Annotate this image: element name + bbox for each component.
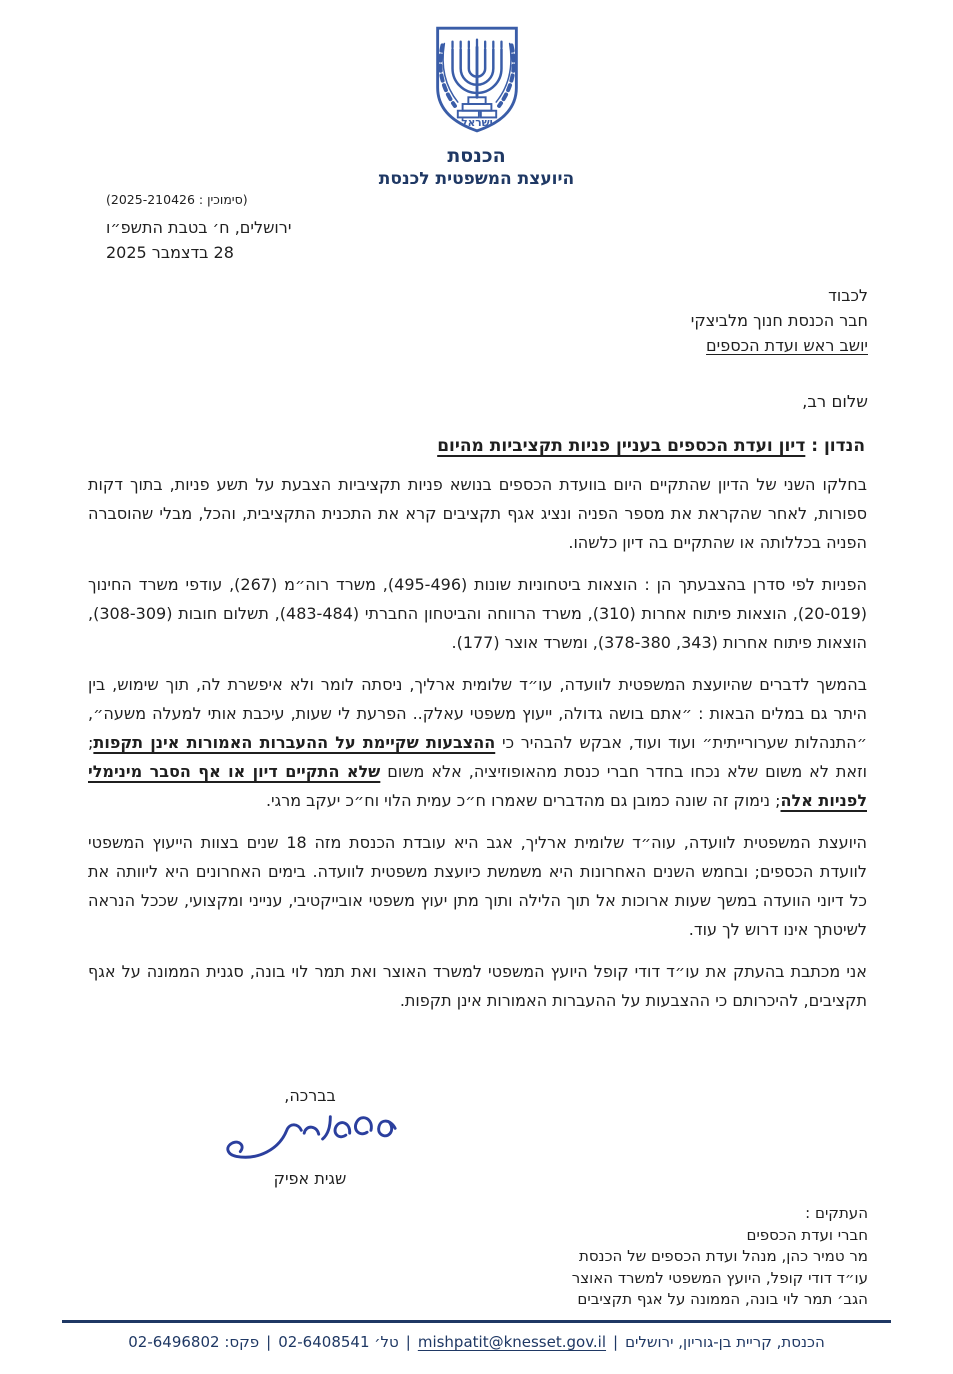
copies-item: חברי ועדת הכספים <box>746 1225 868 1244</box>
footer-separator: | <box>613 1333 619 1351</box>
footer <box>0 1333 953 1351</box>
copies-item: מר טמיר כהן, מנהל ועדת הכספים של הכנסת <box>578 1247 868 1265</box>
org-title: הכנסת <box>447 145 506 167</box>
department-title: היועצת המשפטית לכנסת <box>378 169 575 189</box>
footer-phone: טל׳ 02-6408541 <box>278 1333 399 1351</box>
copies-title: העתקים : <box>805 1204 868 1222</box>
handwritten-signature-image <box>215 1109 405 1169</box>
body-paragraph-5: אני מכתבת בהעתק את עו״ד דודי קופל היועץ המשפטי למשרד האוצר ואת תמר לוי בונה, סגנית הממונה על אגף תקציבים, להיכרותם כי ההצבעות על ההעברות האמורות אינן תקפות. <box>88 962 867 1010</box>
subject-line <box>437 436 865 456</box>
closing-block <box>210 1086 410 1188</box>
israel-state-emblem-icon <box>429 24 525 136</box>
p3-emphasis-2: שלא התקיים דיון או אף הסבר מינימלי לפניות אלה <box>88 762 867 810</box>
salutation: שלום רב, <box>802 392 868 411</box>
reference-number: (סימוכין : 2025-210426) <box>106 192 248 207</box>
addressee-honorific: לכבוד <box>828 286 868 305</box>
body-paragraph-1: בחלקו השני של הדיון שהתקיים היום בוועדת הכספים בנושא פניות תקציביות הצבעת על תשע פניות, בתוך דקות ספורות, לאחר שהקראת את מספר הפניה ונציג אגף תקציבים קרא את התכנית התקציבית, והכל, מבלי שהוסברה הפניה בכללותה או שהתקיים בה דיון כלשהו. <box>88 475 867 552</box>
hebrew-date: ירושלים, ח׳ בטבת התשפ״ו <box>106 218 292 237</box>
p3-emphasis-1: ההצבעות שקיימת על ההעברות האמורות אינן תקפות <box>93 733 496 752</box>
addressee-title: יושב ראש ועדת הכספים <box>706 336 868 355</box>
copies-item: הגב׳ תמר לוי בונה, הממונה על אגף תקציבים <box>577 1290 868 1308</box>
p3-text-2: ; וזאת לא משום שלא נכחו בחדר חברי כנסת מהאופוזיציה, אלא משום <box>88 733 868 781</box>
emblem-israel-text: ישראל <box>460 117 493 130</box>
body-paragraph-4: היועצת המשפטית לוועדה, עוה״ד שלומית ארליך, אגב היא עובדת הכנסת מזה 18 שנים בצוות הייעוץ המשפטי לוועדת הכספים; ובחמש השנים האחרונות היא משמשת כיועצת משפטית לוועדה. בימים האחרונים היא ליוותה את כל דיוני הוועדה במשך שעות ארוכות אל תוך הלילה ותוך מתן יעוץ משפטי אובייקטיבי, ענייני ומקצועי, שככל הנראה לשיטתך אינו דרוש לך עוד. <box>88 833 868 939</box>
body-paragraph-3 <box>88 670 867 815</box>
footer-address: הכנסת, קריית בן-גוריון, ירושלים <box>625 1333 825 1351</box>
footer-email-link[interactable]: mishpatit@knesset.gov.il <box>417 1333 607 1351</box>
footer-fax: פקס: 02-6496802 <box>128 1333 260 1351</box>
subject-label: הנדון : <box>805 436 865 456</box>
p3-text-3: ; נימוק זה שונה כמובן גם מהדברים שאמרו ח״כ עמית הלוי וח״כ יעקב מרגי. <box>265 791 781 810</box>
valediction: בברכה, <box>284 1086 336 1105</box>
addressee-block <box>691 283 868 358</box>
p3-text-1: בהמשך לדברים שהיועצת המשפטית לוועדה, עו״ד שלומית ארליך, ניסתה לומר ולא איפשרת לה, תוך שימוש, בין היתר גם במלים הבאות : ״אתם בושה גדולה, ייעוץ משפטי עאלק.. הפרעת לי שעות, עיכבת אותי למעלה משעה״, ״התנהלות שערורייתית״ ועוד ועוד, אבקש להבהיר כי <box>88 675 868 752</box>
body-paragraph-2: הפניות לפי סדרן בהצבעתך הן : הוצאות ביטחוניות שונות (495-496), משרד רוה״מ (267), עודפי משרד החינוך (20-019), הוצאות פיתוח אחרות (310), משרד הרווחה והביטחון החברתי (483-484), תשלום חובות (308-309), הוצאות פיתוח אחרות (343, 378-380), ומשרד אוצר (177). <box>88 575 868 652</box>
gregorian-date: 28 בדצמבר 2025 <box>106 243 234 262</box>
addressee-name: חבר הכנסת חנוך מלביצקי <box>690 311 868 330</box>
letter-body <box>88 470 867 1028</box>
copies-item: עו״ד דודי קופל, היועץ המשפטי למשרד האוצר <box>571 1268 868 1287</box>
copies-block <box>572 1203 868 1311</box>
reference-block <box>106 192 291 265</box>
letterhead <box>0 24 953 189</box>
footer-separator: | <box>266 1333 272 1351</box>
footer-divider <box>62 1320 891 1323</box>
footer-separator: | <box>405 1333 411 1351</box>
signer-name: שגית אפיק <box>273 1169 347 1188</box>
subject-text: דיון ועדת הכספים בעניין פניות תקציביות מהיום <box>437 436 806 456</box>
